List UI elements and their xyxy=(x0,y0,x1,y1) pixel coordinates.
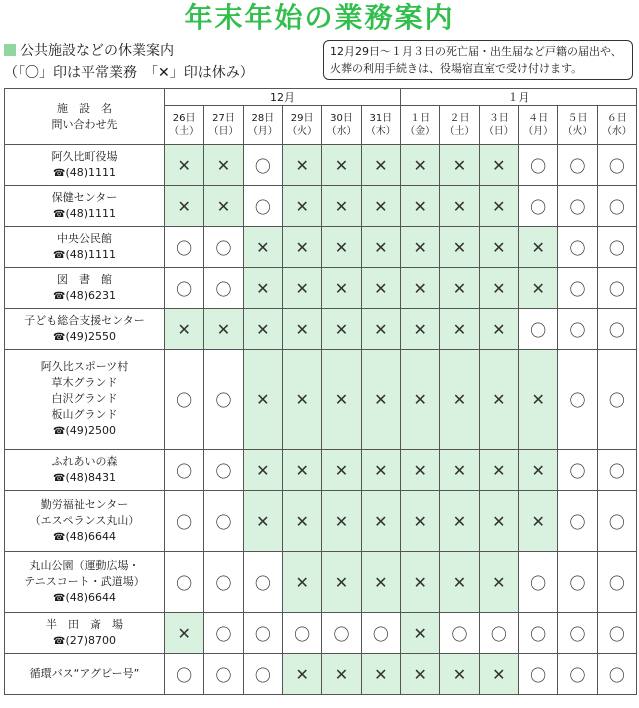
open-cell: 〇 xyxy=(440,613,479,654)
day-header xyxy=(243,106,282,145)
open-cell: 〇 xyxy=(558,268,597,309)
closed-cell: ✕ xyxy=(361,552,400,613)
closed-cell: ✕ xyxy=(401,613,440,654)
day-number: 29日 xyxy=(290,113,314,124)
closed-cell: ✕ xyxy=(322,268,361,309)
green-square-icon xyxy=(4,44,16,56)
open-cell: 〇 xyxy=(558,186,597,227)
facility-name-cell xyxy=(5,309,165,350)
closed-cell: ✕ xyxy=(243,491,282,552)
subtitle-text: 公共施設などの休業案内 xyxy=(20,43,174,59)
open-cell: 〇 xyxy=(243,145,282,186)
facility-phone xyxy=(5,633,164,650)
day-number: 31日 xyxy=(369,113,393,124)
phone-icon: ☎ xyxy=(52,331,66,343)
facility-phone xyxy=(5,288,164,305)
closed-cell: ✕ xyxy=(322,491,361,552)
open-cell: 〇 xyxy=(518,552,557,613)
table-row xyxy=(5,491,637,552)
open-cell: 〇 xyxy=(322,613,361,654)
closed-cell: ✕ xyxy=(518,350,557,450)
facility-name: 保健センター xyxy=(51,190,118,204)
closed-cell: ✕ xyxy=(479,309,518,350)
phone-number: (48)1111 xyxy=(65,247,117,261)
facility-name-cell xyxy=(5,350,165,450)
day-number: 27日 xyxy=(212,113,235,124)
facility-name: 半 田 斎 場 xyxy=(46,617,123,631)
facility-header-line2: 問い合わせ先 xyxy=(51,117,118,131)
closed-cell: ✕ xyxy=(361,145,400,186)
closed-cell: ✕ xyxy=(204,309,243,350)
facility-name-cell xyxy=(5,613,165,654)
closed-cell: ✕ xyxy=(322,654,361,695)
open-cell: 〇 xyxy=(204,552,243,613)
phone-icon: ☎ xyxy=(52,635,66,647)
facility-name: 白沢グランド xyxy=(51,392,118,405)
closed-cell: ✕ xyxy=(282,350,321,450)
facility-name: （エスペランス丸山） xyxy=(29,513,140,527)
closed-cell: ✕ xyxy=(401,309,440,350)
open-cell: 〇 xyxy=(597,268,636,309)
closed-cell: ✕ xyxy=(243,450,282,491)
closed-cell: ✕ xyxy=(282,552,321,613)
open-cell: 〇 xyxy=(165,654,204,695)
closed-cell: ✕ xyxy=(165,186,204,227)
closed-cell: ✕ xyxy=(282,450,321,491)
facility-name: 阿久比町役場 xyxy=(51,149,118,163)
month-january: １月 xyxy=(401,89,637,106)
closed-cell: ✕ xyxy=(361,186,400,227)
open-cell: 〇 xyxy=(518,186,557,227)
phone-icon: ☎ xyxy=(52,472,66,484)
day-number: 30日 xyxy=(330,113,353,124)
phone-number: (48)6644 xyxy=(65,590,117,604)
closed-cell: ✕ xyxy=(479,145,518,186)
day-number: ５日 xyxy=(567,113,588,124)
closed-cell: ✕ xyxy=(401,491,440,552)
month-december: 12月 xyxy=(165,89,401,106)
facility-name-cell xyxy=(5,450,165,491)
open-cell: 〇 xyxy=(597,186,636,227)
facility-name: 子ども総合支援センター xyxy=(24,313,145,327)
phone-number: (48)1111 xyxy=(65,206,117,220)
day-weekday: （日） xyxy=(483,126,514,137)
phone-icon: ☎ xyxy=(52,249,66,261)
facility-name-cell xyxy=(5,654,165,695)
closed-cell: ✕ xyxy=(322,227,361,268)
facility-name-cell xyxy=(5,268,165,309)
schedule-table xyxy=(4,88,637,695)
open-cell: 〇 xyxy=(558,491,597,552)
day-weekday: （金） xyxy=(405,126,436,137)
phone-icon: ☎ xyxy=(52,208,66,220)
table-row xyxy=(5,450,637,491)
open-cell: 〇 xyxy=(518,145,557,186)
closed-cell: ✕ xyxy=(361,350,400,450)
closed-cell: ✕ xyxy=(361,491,400,552)
closed-cell: ✕ xyxy=(361,227,400,268)
closed-cell: ✕ xyxy=(401,268,440,309)
closed-cell: ✕ xyxy=(479,450,518,491)
closed-cell: ✕ xyxy=(282,186,321,227)
day-number: １日 xyxy=(410,113,431,124)
closed-cell: ✕ xyxy=(440,491,479,552)
facility-phone xyxy=(5,329,164,346)
closed-cell: ✕ xyxy=(243,309,282,350)
subtitle xyxy=(4,42,174,60)
closed-cell: ✕ xyxy=(401,227,440,268)
phone-number: (48)8431 xyxy=(65,470,117,484)
open-cell: 〇 xyxy=(597,654,636,695)
phone-number: (48)6231 xyxy=(65,288,117,302)
facility-phone xyxy=(5,590,164,607)
facility-name: 図 書 館 xyxy=(57,272,112,286)
open-cell: 〇 xyxy=(165,268,204,309)
facility-name: テニスコート・武道場） xyxy=(24,574,145,588)
day-weekday: （土） xyxy=(444,126,475,137)
closed-cell: ✕ xyxy=(243,268,282,309)
phone-icon: ☎ xyxy=(52,531,66,543)
closed-cell: ✕ xyxy=(322,145,361,186)
day-header xyxy=(204,106,243,145)
facility-phone xyxy=(5,423,164,440)
day-weekday: （火） xyxy=(287,126,318,137)
day-number: ６日 xyxy=(606,113,627,124)
open-cell: 〇 xyxy=(243,654,282,695)
day-weekday: （月） xyxy=(247,126,278,137)
legend: （「〇」印は平常業務 「✕」印は休み） xyxy=(4,65,254,81)
closed-cell: ✕ xyxy=(440,186,479,227)
closed-cell: ✕ xyxy=(440,552,479,613)
day-header xyxy=(401,106,440,145)
closed-cell: ✕ xyxy=(282,268,321,309)
closed-cell: ✕ xyxy=(440,450,479,491)
open-cell: 〇 xyxy=(558,450,597,491)
open-cell: 〇 xyxy=(597,450,636,491)
closed-cell: ✕ xyxy=(440,227,479,268)
day-weekday: （火） xyxy=(562,126,593,137)
closed-cell: ✕ xyxy=(518,491,557,552)
open-cell: 〇 xyxy=(243,613,282,654)
open-cell: 〇 xyxy=(243,552,282,613)
closed-cell: ✕ xyxy=(165,145,204,186)
closed-cell: ✕ xyxy=(322,186,361,227)
table-row xyxy=(5,186,637,227)
closed-cell: ✕ xyxy=(479,491,518,552)
open-cell: 〇 xyxy=(204,450,243,491)
open-cell: 〇 xyxy=(204,491,243,552)
open-cell: 〇 xyxy=(165,491,204,552)
day-number: ４日 xyxy=(528,113,549,124)
facility-name: 草木グランド xyxy=(51,376,118,389)
closed-cell: ✕ xyxy=(479,268,518,309)
closed-cell: ✕ xyxy=(165,309,204,350)
closed-cell: ✕ xyxy=(479,227,518,268)
table-row xyxy=(5,613,637,654)
open-cell: 〇 xyxy=(204,227,243,268)
open-cell: 〇 xyxy=(204,613,243,654)
day-weekday: （水） xyxy=(601,126,632,137)
day-header xyxy=(322,106,361,145)
open-cell: 〇 xyxy=(243,186,282,227)
open-cell: 〇 xyxy=(597,613,636,654)
table-row xyxy=(5,654,637,695)
page-title: 年末年始の業務案内 xyxy=(184,1,455,34)
closed-cell: ✕ xyxy=(165,613,204,654)
phone-icon: ☎ xyxy=(52,167,66,179)
facility-name-cell xyxy=(5,552,165,613)
open-cell: 〇 xyxy=(165,350,204,450)
facility-name-cell xyxy=(5,145,165,186)
day-number: 28日 xyxy=(251,113,275,124)
day-header xyxy=(518,106,557,145)
table-row xyxy=(5,145,637,186)
closed-cell: ✕ xyxy=(401,186,440,227)
closed-cell: ✕ xyxy=(479,654,518,695)
facility-name: 中央公民館 xyxy=(57,231,112,245)
facility-name-cell xyxy=(5,491,165,552)
open-cell: 〇 xyxy=(558,350,597,450)
facility-name: 阿久比スポーツ村 xyxy=(40,360,129,373)
closed-cell: ✕ xyxy=(204,186,243,227)
table-row xyxy=(5,227,637,268)
open-cell: 〇 xyxy=(558,309,597,350)
closed-cell: ✕ xyxy=(401,350,440,450)
open-cell: 〇 xyxy=(204,350,243,450)
facility-phone xyxy=(5,247,164,264)
facility-name: ふれあいの森 xyxy=(51,454,118,468)
closed-cell: ✕ xyxy=(322,450,361,491)
open-cell: 〇 xyxy=(518,309,557,350)
day-header xyxy=(165,106,204,145)
facility-phone xyxy=(5,206,164,223)
day-header xyxy=(361,106,400,145)
facility-phone xyxy=(5,529,164,546)
closed-cell: ✕ xyxy=(479,350,518,450)
facility-header-line1: 施 設 名 xyxy=(57,101,112,115)
closed-cell: ✕ xyxy=(401,552,440,613)
closed-cell: ✕ xyxy=(440,350,479,450)
closed-cell: ✕ xyxy=(204,145,243,186)
closed-cell: ✕ xyxy=(322,350,361,450)
day-header xyxy=(282,106,321,145)
open-cell: 〇 xyxy=(204,268,243,309)
phone-number: (48)6644 xyxy=(65,529,117,543)
day-header xyxy=(597,106,636,145)
closed-cell: ✕ xyxy=(440,654,479,695)
closed-cell: ✕ xyxy=(243,227,282,268)
day-header xyxy=(479,106,518,145)
closed-cell: ✕ xyxy=(282,309,321,350)
open-cell: 〇 xyxy=(282,613,321,654)
facility-name: 板山グランド xyxy=(51,408,118,421)
open-cell: 〇 xyxy=(597,227,636,268)
closed-cell: ✕ xyxy=(322,309,361,350)
closed-cell: ✕ xyxy=(243,350,282,450)
open-cell: 〇 xyxy=(479,613,518,654)
open-cell: 〇 xyxy=(597,145,636,186)
open-cell: 〇 xyxy=(165,450,204,491)
phone-number: (49)2500 xyxy=(65,424,117,437)
day-number: 26日 xyxy=(172,113,196,124)
day-weekday: （木） xyxy=(365,126,396,137)
table-row xyxy=(5,309,637,350)
facility-phone xyxy=(5,165,164,182)
closed-cell: ✕ xyxy=(401,450,440,491)
closed-cell: ✕ xyxy=(479,186,518,227)
facility-name: 循環バス“アグピー号” xyxy=(29,667,140,680)
open-cell: 〇 xyxy=(597,309,636,350)
open-cell: 〇 xyxy=(165,552,204,613)
closed-cell: ✕ xyxy=(361,268,400,309)
facility-name: 勤労福祉センター xyxy=(40,497,129,511)
day-weekday: （水） xyxy=(326,126,357,137)
day-weekday: （日） xyxy=(208,126,239,137)
phone-number: (27)8700 xyxy=(65,633,117,647)
open-cell: 〇 xyxy=(558,552,597,613)
phone-icon: ☎ xyxy=(52,290,66,302)
table-row xyxy=(5,552,637,613)
closed-cell: ✕ xyxy=(282,145,321,186)
closed-cell: ✕ xyxy=(479,552,518,613)
closed-cell: ✕ xyxy=(440,309,479,350)
phone-icon: ☎ xyxy=(52,592,66,604)
day-weekday: （土） xyxy=(169,126,200,137)
closed-cell: ✕ xyxy=(518,227,557,268)
facility-name: 丸山公園（運動広場・ xyxy=(29,558,140,572)
closed-cell: ✕ xyxy=(282,227,321,268)
phone-number: (49)2550 xyxy=(65,329,117,343)
open-cell: 〇 xyxy=(361,613,400,654)
day-number: ２日 xyxy=(449,113,470,124)
closed-cell: ✕ xyxy=(401,145,440,186)
open-cell: 〇 xyxy=(558,654,597,695)
closed-cell: ✕ xyxy=(518,268,557,309)
table-row xyxy=(5,350,637,450)
facility-phone xyxy=(5,470,164,487)
open-cell: 〇 xyxy=(518,613,557,654)
open-cell: 〇 xyxy=(558,227,597,268)
closed-cell: ✕ xyxy=(282,491,321,552)
closed-cell: ✕ xyxy=(440,268,479,309)
table-row xyxy=(5,268,637,309)
closed-cell: ✕ xyxy=(518,450,557,491)
open-cell: 〇 xyxy=(597,491,636,552)
closed-cell: ✕ xyxy=(361,654,400,695)
open-cell: 〇 xyxy=(597,350,636,450)
day-header xyxy=(440,106,479,145)
facility-name-cell xyxy=(5,186,165,227)
phone-number: (48)1111 xyxy=(65,165,117,179)
notice-box: 12月29日～１月３日の死亡届・出生届など戸籍の届出や、火葬の利用手続きは、役場宿直室で受け付けます。 xyxy=(323,40,633,80)
facility-name-cell xyxy=(5,227,165,268)
day-header xyxy=(558,106,597,145)
open-cell: 〇 xyxy=(204,654,243,695)
closed-cell: ✕ xyxy=(322,552,361,613)
phone-icon: ☎ xyxy=(52,426,66,437)
open-cell: 〇 xyxy=(165,227,204,268)
open-cell: 〇 xyxy=(558,145,597,186)
open-cell: 〇 xyxy=(558,613,597,654)
open-cell: 〇 xyxy=(597,552,636,613)
closed-cell: ✕ xyxy=(361,309,400,350)
day-number: ３日 xyxy=(488,113,509,124)
open-cell: 〇 xyxy=(518,654,557,695)
facility-header xyxy=(5,89,165,145)
closed-cell: ✕ xyxy=(440,145,479,186)
day-weekday: （月） xyxy=(523,126,554,137)
closed-cell: ✕ xyxy=(361,450,400,491)
closed-cell: ✕ xyxy=(401,654,440,695)
closed-cell: ✕ xyxy=(282,654,321,695)
